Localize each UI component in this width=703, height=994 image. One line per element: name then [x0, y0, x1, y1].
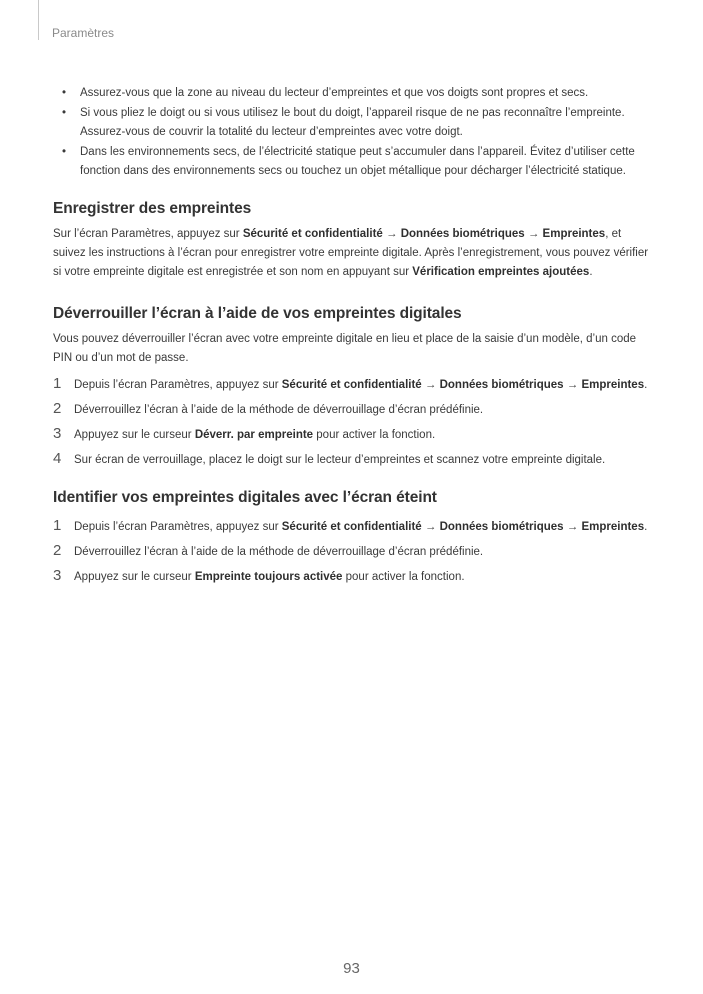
step-item: 2 Déverrouillez l’écran à l’aide de la méthode de déverrouillage d’écran prédéfinie. — [53, 542, 484, 559]
page-header: Paramètres — [52, 26, 115, 40]
section-heading: Déverrouiller l’écran à l’aide de vos empreintes digitales — [53, 305, 462, 322]
section-paragraph: Sur l’écran Paramètres, appuyez sur Sécurité et confidentialité → Données biométriques → Empreintes, et suivez les instructions à l’écran pour enregistrer votre empreinte digitale. Après l’enregistrement, vous pouvez vérifier si votre empreinte digitale est enregistrée et son nom en appuyant sur Vérification empreintes ajoutées. — [53, 228, 649, 278]
section-unlock — [53, 304, 653, 470]
tips-list — [53, 84, 653, 181]
step-number: 1 — [53, 517, 62, 534]
section-paragraph: Vous pouvez déverrouiller l’écran avec votre empreinte digitale en lieu et place de la saisie d’un modèle, d’un code PIN ou d’un mot de passe. — [53, 333, 637, 364]
steps-list — [53, 376, 653, 470]
step-number: 2 — [53, 542, 62, 559]
header-divider — [38, 0, 39, 40]
step-number: 1 — [53, 375, 62, 392]
section-heading: Enregistrer des empreintes — [53, 200, 252, 217]
page-content — [53, 84, 653, 593]
step-number: 4 — [53, 450, 62, 467]
section-register — [53, 199, 653, 282]
section-heading: Identifier vos empreintes digitales avec l’écran éteint — [53, 489, 437, 506]
list-item: • Assurez-vous que la zone au niveau du lecteur d’empreintes et que vos doigts sont propres et secs. — [53, 84, 653, 103]
steps-list — [53, 518, 653, 587]
step-item: 1 Depuis l’écran Paramètres, appuyez sur Sécurité et confidentialité → Données biométriques → Empreintes. — [53, 517, 648, 534]
section-screen-off — [53, 488, 653, 587]
step-item: 3 Appuyez sur le curseur Empreinte toujours activée pour activer la fonction. — [53, 567, 465, 584]
step-number: 2 — [53, 400, 62, 417]
step-number: 3 — [53, 425, 62, 442]
step-item: 3 Appuyez sur le curseur Déverr. par empreinte pour activer la fonction. — [53, 425, 436, 442]
step-item: 4 Sur écran de verrouillage, placez le doigt sur le lecteur d’empreintes et scannez votre empreinte digitale. — [53, 450, 606, 467]
step-item: 2 Déverrouillez l’écran à l’aide de la méthode de déverrouillage d’écran prédéfinie. — [53, 400, 484, 417]
step-number: 3 — [53, 567, 62, 584]
list-item: • Si vous pliez le doigt ou si vous utilisez le bout du doigt, l’appareil risque de ne pas reconnaître l’empreinte. Assurez-vous de couvrir la totalité du lecteur d’empreintes avec votre doigt. — [53, 104, 653, 142]
step-item: 1 Depuis l’écran Paramètres, appuyez sur Sécurité et confidentialité → Données biométriques → Empreintes. — [53, 375, 648, 392]
list-item: • Dans les environnements secs, de l’électricité statique peut s’accumuler dans l’appareil. Évitez d’utiliser cette fonction dans des environnements secs ou touchez un objet métallique pour décharger l’électricité statique. — [53, 143, 653, 181]
page-number: 93 — [343, 960, 360, 977]
